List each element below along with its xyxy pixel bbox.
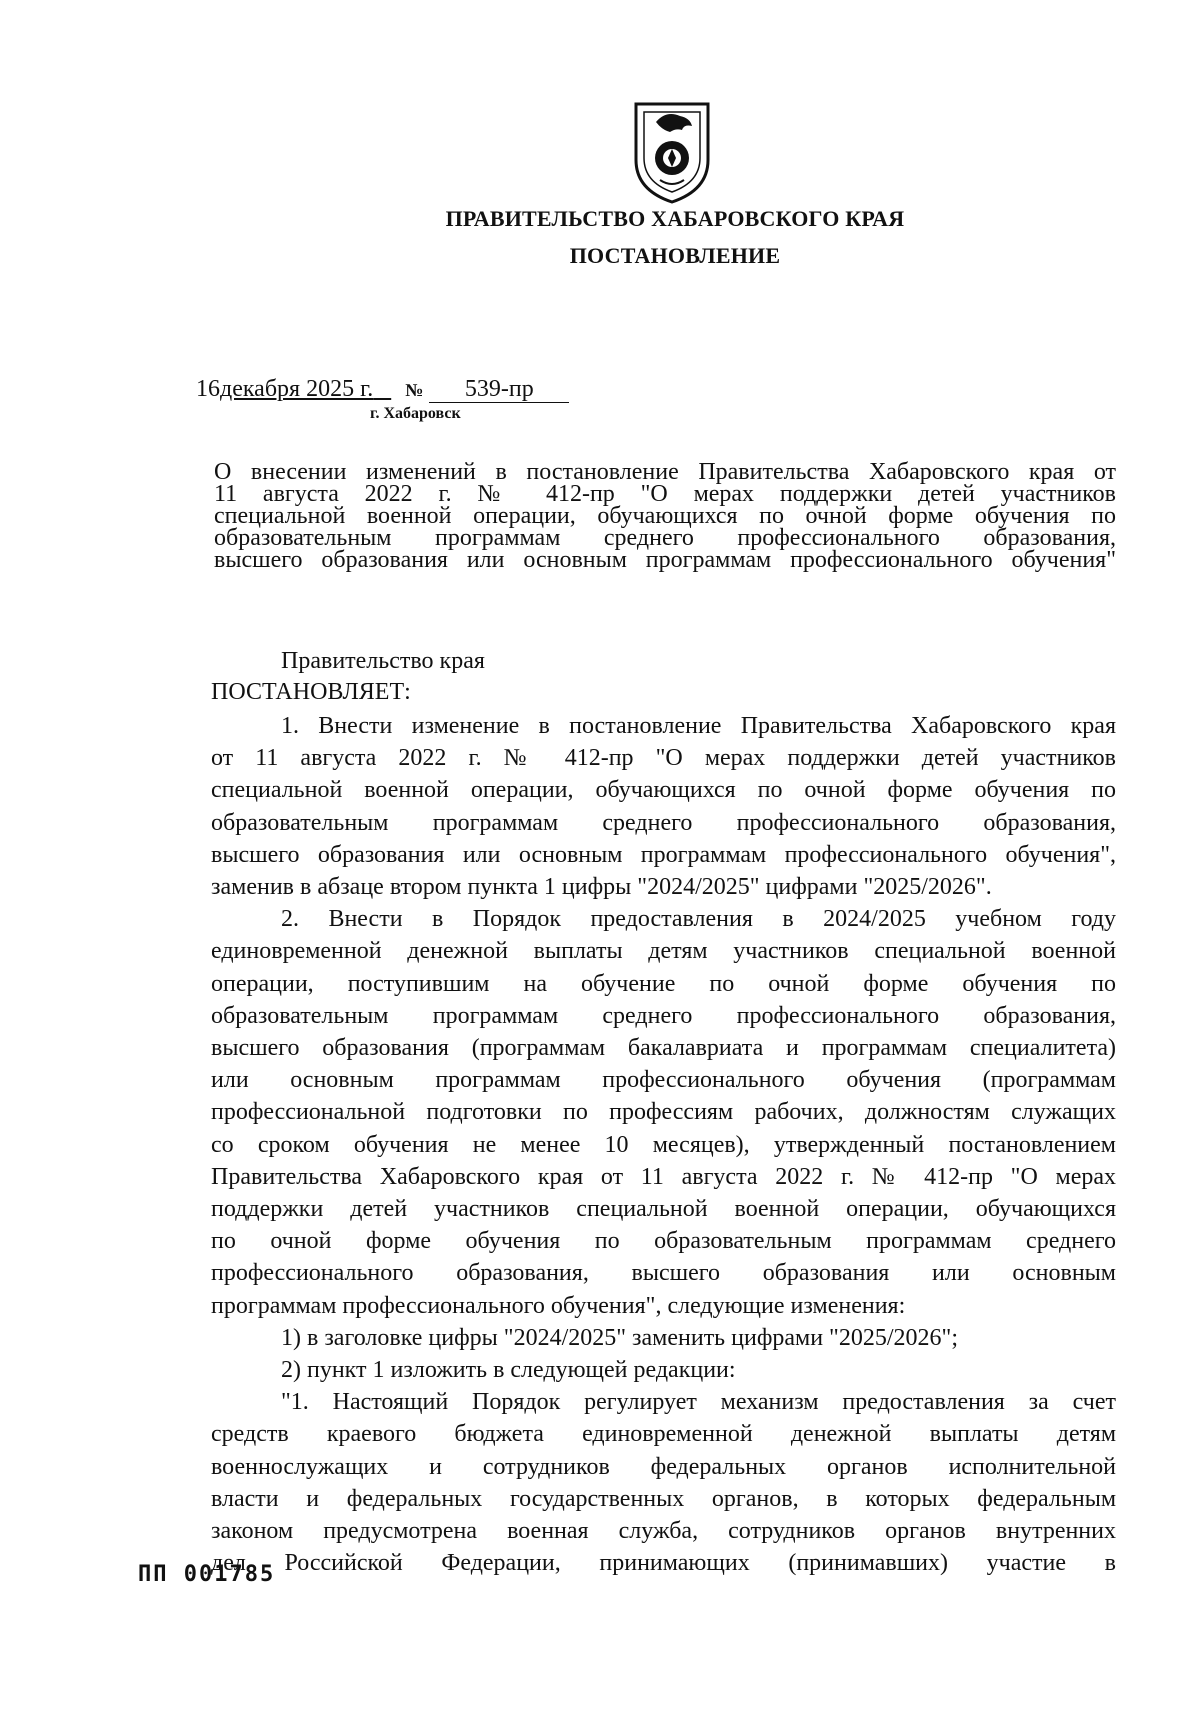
footer-serial-code: ПП 001785 <box>138 1562 276 1587</box>
body-line: единовременной денежной выплаты детям участников специальной военной <box>211 938 1116 965</box>
document-number: 539-пр <box>429 376 569 403</box>
body-line: власти и федеральных государственных органов, в которых федеральным <box>211 1485 1116 1512</box>
body-line: операции, поступившим на обучение по очной форме обучения по <box>211 970 1116 997</box>
body-line: военнослужащих и сотрудников федеральных органов исполнительной <box>211 1453 1116 1480</box>
title-line: специальной военной операции, обучающихся по очной форме обучения по <box>214 503 1116 529</box>
body-line: высшего образования (программам бакалавриата и программам специалитета) <box>211 1035 1116 1062</box>
body-line: или основным программам профессионального обучения (программам <box>211 1067 1116 1094</box>
body-line: образовательным программам среднего профессионального образования, <box>211 809 1116 836</box>
body-line: Правительства Хабаровского края от 11 августа 2022 г. № 412-пр "О мерах <box>211 1163 1116 1190</box>
body-line: "1. Настоящий Порядок регулирует механизм предоставления за счет <box>281 1389 1116 1416</box>
intro-line-1: Правительство края <box>281 648 485 674</box>
body-line: от 11 августа 2022 г. № 412-пр "О мерах поддержки детей участников <box>211 745 1116 772</box>
date-month-year: декабря 2025 г. <box>220 376 374 402</box>
body-line: по очной форме обучения по образовательным программам среднего <box>211 1228 1116 1255</box>
body-line: средств краевого бюджета единовременной денежной выплаты детям <box>211 1421 1116 1448</box>
body-line: программам профессионального обучения", следующие изменения: <box>211 1292 906 1319</box>
body-line: 1) в заголовке цифры "2024/2025" заменить цифрами "2025/2026"; <box>281 1324 958 1351</box>
body-line: профессионального образования, высшего образования или основным <box>211 1260 1116 1287</box>
body-line: законом предусмотрена военная служба, сотрудников органов внутренних <box>211 1518 1116 1545</box>
number-label: № <box>405 380 424 400</box>
body-line: специальной военной операции, обучающихся по очной форме обучения по <box>211 777 1116 804</box>
body-line: высшего образования или основным программам профессионального обучения", <box>211 841 1116 868</box>
body-line: 2) пункт 1 изложить в следующей редакции: <box>281 1357 736 1384</box>
city-label: г. Хабаровск <box>370 405 461 422</box>
authority-heading: ПРАВИТЕЛЬСТВО ХАБАРОВСКОГО КРАЯ <box>445 206 905 231</box>
date-number-line <box>196 376 569 403</box>
title-line: О внесении изменений в постановление Правительства Хабаровского края от <box>214 459 1116 485</box>
body-line: заменив в абзаце втором пункта 1 цифры "2024/2025" цифрами "2025/2026". <box>211 874 992 901</box>
body-line: поддержки детей участников специальной военной операции, обучающихся <box>211 1196 1116 1223</box>
document-body <box>211 710 1116 1579</box>
title-line: 11 августа 2022 г. № 412-пр "О мерах поддержки детей участников <box>214 481 1116 507</box>
intro-line-2: ПОСТАНОВЛЯЕТ: <box>211 679 411 705</box>
coat-of-arms-icon <box>626 98 718 206</box>
body-line: 2. Внести в Порядок предоставления в 2024/2025 учебном году <box>281 906 1116 933</box>
body-line: со сроком обучения не менее 10 месяцев), утвержденный постановлением <box>211 1131 1116 1158</box>
title-line: высшего образования или основным программам профессионального обучения" <box>214 547 1116 573</box>
document-title <box>214 461 1116 571</box>
document-type-heading: ПОСТАНОВЛЕНИЕ <box>569 243 781 268</box>
body-line: 1. Внести изменение в постановление Правительства Хабаровского края <box>281 713 1116 739</box>
body-line: дел Российской Федерации, принимающих (принимавших) участие в <box>211 1550 1116 1577</box>
title-line: образовательным программам среднего профессионального образования, <box>214 525 1116 551</box>
body-line: образовательным программам среднего профессионального образования, <box>211 1002 1116 1029</box>
date-day: 16 <box>196 376 220 402</box>
body-line: профессиональной подготовки по профессиям рабочих, должностям служащих <box>211 1099 1116 1126</box>
